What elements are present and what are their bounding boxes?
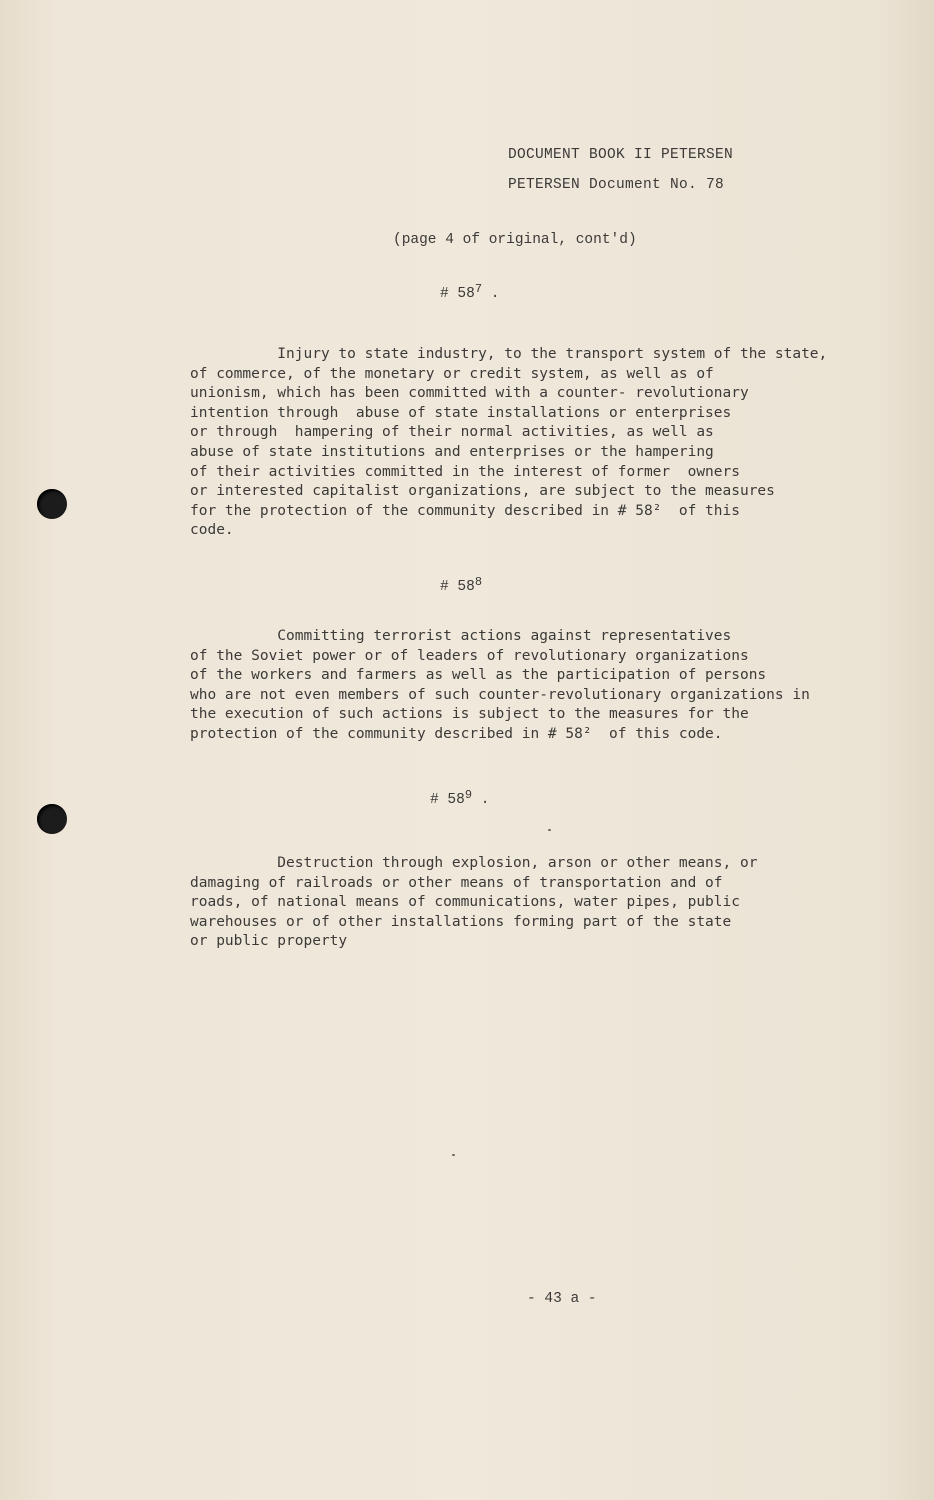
paper-speck (548, 829, 551, 831)
document-number-header: PETERSEN Document No. 78 (508, 177, 725, 193)
section-superscript: 8 (474, 575, 483, 589)
section-paragraph-58-8: Committing terrorist actions against representatives of the Soviet power or of leaders of revolutionary organizations of the workers and farmers as well as the participation of persons who are not even members of such counter-revolutionary organizations in the execution of such actions is subject to the measures for the protection of the community described in # 58² of this code. (190, 628, 810, 742)
section-superscript: 9 (464, 788, 473, 802)
punch-hole (37, 489, 67, 519)
page-continuation-note: (page 4 of original, cont'd) (393, 232, 637, 248)
section-heading-58-7 (440, 282, 500, 302)
section-paragraph-58-7: Injury to state industry, to the transport system of the state, of commerce, of the monetary or credit system, as well as of unionism, which has been committed with a counter- revolutionary intention through abuse of state installations or enterprises or through hampering of their normal activities, as well as abuse of state institutions and enterprises or the hampering of their activities committed in the interest of former owners or interested capitalist organizations, are subject to the measures for the protection of the community described in # 58² of this code. (190, 346, 828, 539)
section-superscript: 7 (474, 282, 483, 296)
section-number: 58 (447, 792, 465, 808)
section-symbol: # (430, 792, 439, 808)
paper-speck (452, 1154, 455, 1156)
section-paragraph-58-9: Destruction through explosion, arson or other means, or damaging of railroads or other means of transportation and of roads, of national means of communications, water pipes, public warehouses or of other installations forming part of the state or public property (190, 855, 758, 950)
section-suffix: . (490, 286, 500, 302)
document-book-header: DOCUMENT BOOK II PETERSEN (508, 147, 734, 163)
punch-hole (37, 804, 67, 834)
section-symbol: # (440, 579, 449, 595)
section-suffix: . (480, 792, 490, 808)
page-number: - 43 a - (527, 1291, 597, 1307)
section-heading-58-8 (440, 575, 483, 595)
section-number: 58 (457, 286, 475, 302)
section-heading-58-9 (430, 788, 490, 808)
section-number: 58 (457, 579, 475, 595)
section-symbol: # (440, 286, 449, 302)
